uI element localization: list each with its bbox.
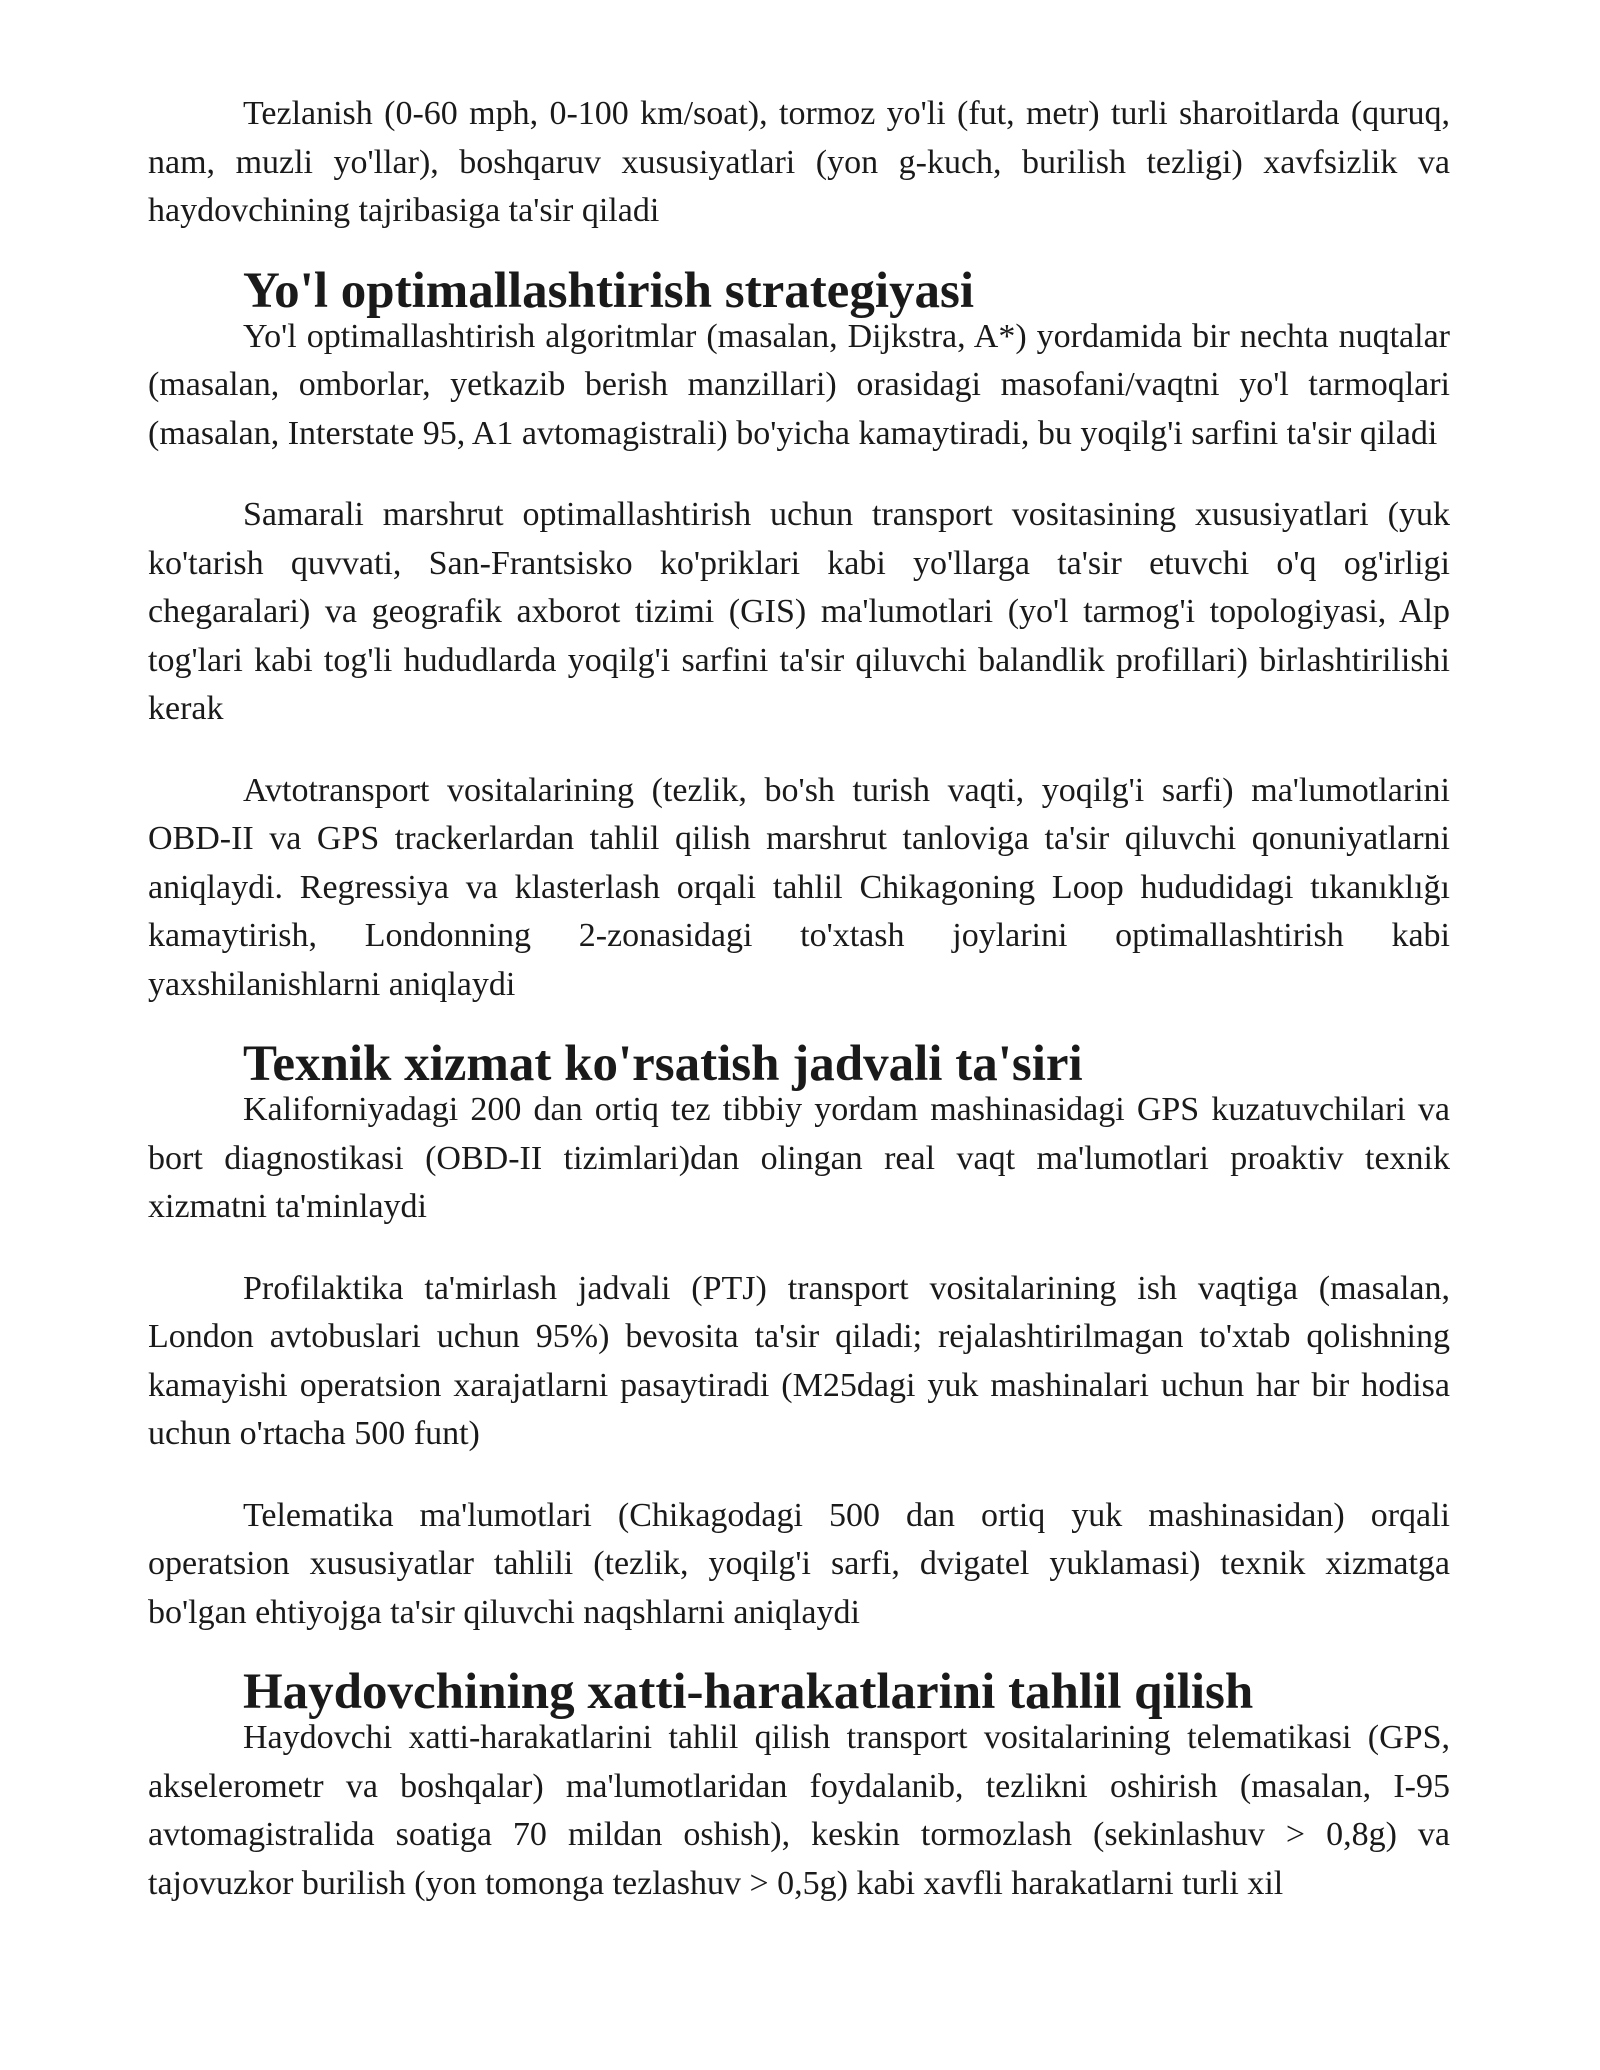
- body-paragraph: Telematika ma'lumotlari (Chikagodagi 500 dan ortiq yuk mashinasidan) orqali operatsion xususiyatlar tahlili (tezlik, yoqilg'i sarfi, dvigatel yuklamasi) texnik xizmatga bo'lgan ehtiyojga ta'sir qiluvchi naqshlarni aniqlaydi: [148, 1496, 1450, 1631]
- body-paragraph: Profilaktika ta'mirlash jadvali (PTJ) transport vositalarining ish vaqtiga (masalan, London avtobuslari uchun 95%) bevosita ta'sir qiladi; rejalashtirilmagan to'xtab qolishning kamayishi operatsion xarajatlarni pasaytiradi (M25dagi yuk mashinalari uchun har bir hodisa uchun o'rtacha 500 funt): [148, 1269, 1450, 1452]
- document-page: [148, 90, 1450, 1908]
- intro-paragraph: Tezlanish (0-60 mph, 0-100 km/soat), tormoz yo'li (fut, metr) turli sharoitlarda (quruq, nam, muzli yo'llar), boshqaruv xususiyatlari (yon g-kuch, burilish tezligi) xavfsizlik va haydovchining tajribasiga ta'sir qiladi: [148, 95, 1450, 229]
- section-driver-behavior: [148, 1664, 1450, 1908]
- section-route-optimization: [148, 262, 1450, 1010]
- body-paragraph: Haydovchi xatti-harakatlarini tahlil qilish transport vositalarining telematikasi (GPS, akselerometr va boshqalar) ma'lumotlaridan foydalanib, tezlikni oshirish (masalan, I-95 avtomagistralida soatiga 70 mildan oshish), keskin tormozlash (sekinlashuv > 0,8g) va tajovuzkor burilish (yon tomonga tezlashuv > 0,5g) kabi xavfli harakatlarni turli xil: [148, 1719, 1450, 1902]
- body-paragraph: Kaliforniyadagi 200 dan ortiq tez tibbiy yordam mashinasidagi GPS kuzatuvchilari va bort diagnostikasi (OBD-II tizimlari)dan olingan real vaqt ma'lumotlari proaktiv texnik xizmatni ta'minlaydi: [148, 1091, 1450, 1225]
- section-heading: Yo'l optimallashtirish strategiyasi: [243, 262, 975, 319]
- body-paragraph: Yo'l optimallashtirish algoritmlar (masalan, Dijkstra, A*) yordamida bir nechta nuqtalar (masalan, omborlar, yetkazib berish manzillari) orasidagi masofani/vaqtni yo'l tarmoqlari (masalan, Interstate 95, A1 avtomagistrali) bo'yicha kamaytiradi, bu yoqilg'i sarfini ta'sir qiladi: [148, 317, 1450, 452]
- body-paragraph: Avtotransport vositalarining (tezlik, bo'sh turish vaqti, yoqilg'i sarfi) ma'lumotlarini OBD-II va GPS trackerlardan tahlil qilish marshrut tanloviga ta'sir qiluvchi qonuniyatlarni aniqlaydi. Regressiya va klasterlash orqali tahlil Chikagoning Loop hududidagi tıkanıklığı kamaytirish, Londonning 2-zonasidagi to'xtash joylarini optimallashtirish kabi yaxshilanishlarni aniqlaydi: [148, 771, 1450, 1003]
- section-heading: Haydovchining xatti-harakatlarini tahlil qilish: [243, 1664, 1254, 1720]
- section-maintenance-schedule: [148, 1036, 1450, 1637]
- body-paragraph: Samarali marshrut optimallashtirish uchun transport vositasining xususiyatlari (yuk ko'tarish quvvati, San-Frantsisko ko'priklari kabi yo'llarga ta'sir etuvchi o'q og'irligi chegaralari) va geografik axborot tizimi (GIS) ma'lumotlari (yo'l tarmog'i topologiyasi, Alp tog'lari kabi tog'li hududlarda yoqilg'i sarfini ta'sir qiluvchi balandlik profillari) birlashtirilishi kerak: [148, 496, 1450, 727]
- section-heading: Texnik xizmat ko'rsatish jadvali ta'siri: [243, 1036, 1083, 1092]
